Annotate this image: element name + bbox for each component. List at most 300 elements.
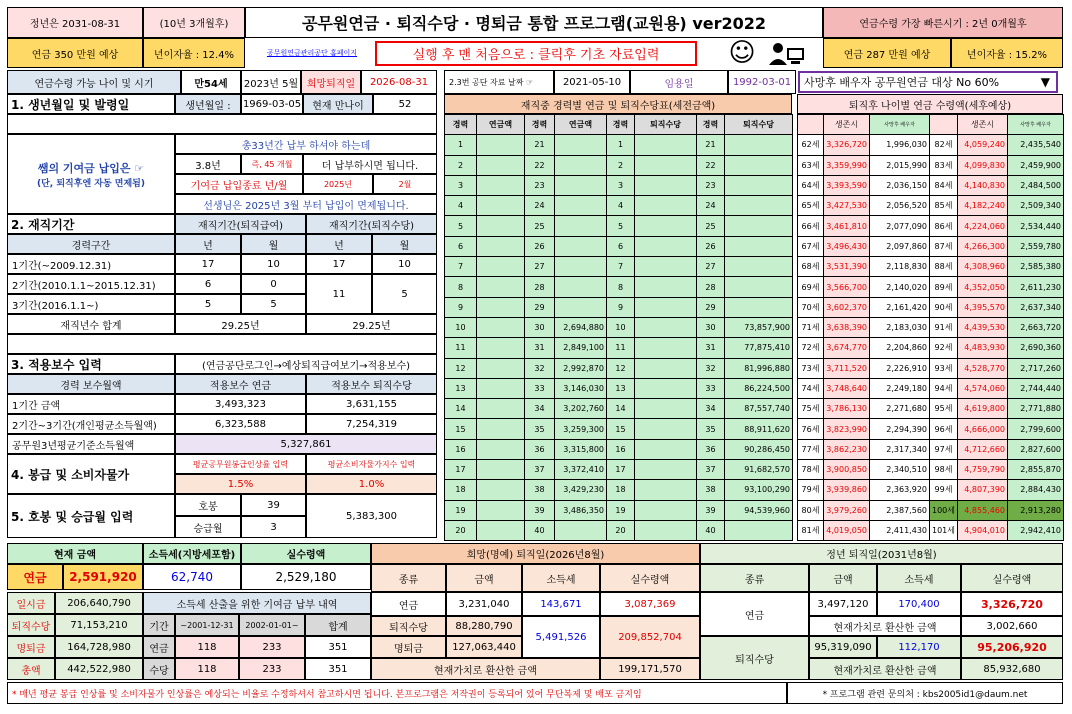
career-row (445, 480, 793, 500)
survivor-pension-cell: 2,411,430 (870, 520, 930, 540)
ref-date[interactable]: 2021-05-10 (554, 70, 630, 94)
period-23-applied-pension[interactable]: 6,323,588 (175, 414, 306, 434)
age-cell: 62세 (798, 135, 824, 155)
age-col-header: 생존시 (958, 115, 1008, 135)
live-pension-cell: 3,939,860 (824, 480, 870, 500)
age-cell: 86세 (930, 216, 958, 236)
retire-period: (10년 3개월후) (143, 7, 245, 38)
regular-pv-2: 85,932,680 (961, 658, 1063, 680)
career-pension-cell (477, 317, 525, 337)
survivor-pension-cell: 1,996,030 (870, 135, 930, 155)
period-col-1: ~2001-12-31 (175, 614, 239, 636)
period-2-pay-years[interactable]: 6 (175, 274, 241, 294)
career-pension-cell: 3,315,800 (555, 439, 607, 459)
age-cell: 84세 (930, 175, 958, 195)
period-23-applied-sev[interactable]: 7,254,319 (306, 414, 437, 434)
survivor-pension-cell: 2,663,720 (1008, 317, 1064, 337)
career-col-header: 경력 (525, 115, 555, 135)
career-cell: 17 (607, 460, 635, 480)
career-sev-cell (635, 175, 697, 195)
career-cell: 6 (445, 236, 477, 256)
blank-row-2 (7, 334, 437, 354)
contrib-end-year: 2025년 (303, 174, 373, 194)
contrib-pen-1[interactable]: 118 (175, 636, 239, 658)
career-sev-cell: 94,539,960 (725, 500, 793, 520)
birth-date[interactable]: 1969-03-05 (241, 94, 303, 114)
career-sev-cell (635, 277, 697, 297)
live-pension-cell: 3,531,390 (824, 257, 870, 277)
career-cell: 6 (607, 236, 635, 256)
career-cell: 39 (697, 500, 725, 520)
career-pension-cell (555, 277, 607, 297)
age-cell: 88세 (930, 257, 958, 277)
career-cell: 34 (697, 399, 725, 419)
career-row (445, 135, 793, 155)
age-row (798, 378, 1064, 398)
career-sev-cell: 87,557,740 (725, 399, 793, 419)
age-row (798, 196, 1064, 216)
remain-months: 즉, 45 개월 (241, 154, 303, 174)
period-1-sev-years[interactable]: 17 (306, 254, 372, 274)
age-row (798, 460, 1064, 480)
career-cell: 30 (697, 317, 725, 337)
career-cell: 31 (697, 338, 725, 358)
career-row (445, 175, 793, 195)
career-pension-cell (477, 297, 525, 317)
survivor-pension-cell: 2,690,360 (1008, 338, 1064, 358)
interest-rate-right: 년이자율 : 15.2% (951, 38, 1063, 68)
current-amount-header: 현재 금액 (7, 543, 143, 564)
survivor-pension-cell: 2,744,440 (1008, 378, 1064, 398)
dropdown-arrow-icon: ▼ (1040, 75, 1050, 89)
survivor-pension-cell: 2,799,600 (1008, 419, 1064, 439)
run-start-button[interactable]: 실행 후 맨 처음으로 : 클릭후 기초 자료입력 (375, 41, 697, 66)
live-pension-cell: 4,266,300 (958, 236, 1008, 256)
current-age-label: 현재 만나이 (303, 94, 373, 114)
sum-col-label: 합계 (305, 614, 371, 636)
age-cell: 71세 (798, 317, 824, 337)
survivor-pension-cell: 2,363,920 (870, 480, 930, 500)
career-cell: 18 (445, 480, 477, 500)
live-pension-cell: 3,427,530 (824, 196, 870, 216)
live-pension-cell: 3,326,720 (824, 135, 870, 155)
hope-pen-label: 연금 (371, 592, 446, 616)
career-sev-cell (635, 439, 697, 459)
period-3-pay-months[interactable]: 5 (241, 294, 306, 314)
age-cell: 101세 (930, 520, 958, 540)
career-cell: 25 (525, 216, 555, 236)
period-sev-header: 재직기간(퇴직수당) (306, 214, 437, 234)
section-1-title: 1. 생년월일 및 발령일 (7, 94, 175, 114)
career-pension-cell (477, 135, 525, 155)
survivor-pension-cell: 2,249,180 (870, 378, 930, 398)
live-pension-cell: 3,674,770 (824, 338, 870, 358)
career-pension-cell (477, 399, 525, 419)
age-cell: 94세 (930, 378, 958, 398)
blank-row (7, 114, 437, 134)
career-cell: 3 (607, 175, 635, 195)
appointment-date[interactable]: 1992-03-01 (728, 70, 796, 94)
pension-service-link[interactable]: 공무원연금관리공단 홈페이지 (266, 49, 358, 57)
pension-start-month: 2023년 5월 (241, 70, 301, 94)
career-pension-cell: 3,259,300 (555, 419, 607, 439)
career-pension-cell (477, 439, 525, 459)
live-pension-cell: 4,395,570 (958, 297, 1008, 317)
step-label: 호봉 (175, 494, 241, 516)
period-23-sev-years[interactable]: 11 (306, 274, 372, 314)
career-cell: 35 (525, 419, 555, 439)
survivor-pension-cell: 2,183,030 (870, 317, 930, 337)
hope-pen: 3,231,040 (446, 592, 522, 616)
career-sev-cell (635, 378, 697, 398)
current-sev-amount: 71,153,210 (55, 614, 143, 636)
career-cell: 38 (525, 480, 555, 500)
career-pension-cell (477, 155, 525, 175)
career-sev-cell: 86,224,500 (725, 378, 793, 398)
career-sev-cell (635, 480, 697, 500)
career-cell: 16 (607, 439, 635, 459)
career-cell: 28 (697, 277, 725, 297)
career-pension-cell: 3,372,410 (555, 460, 607, 480)
fastest-pension-time: 연금수령 가장 빠른시기 : 2년 0개월후 (823, 7, 1063, 38)
hope-pen-real: 3,087,369 (600, 592, 700, 616)
age-cell: 65세 (798, 196, 824, 216)
survivor-pension-cell: 2,717,260 (1008, 358, 1064, 378)
live-pension-cell: 3,359,990 (824, 155, 870, 175)
period-1-amount-label: 1기간 금액 (7, 394, 175, 414)
career-row (445, 155, 793, 175)
career-cell: 14 (445, 399, 477, 419)
career-cell: 26 (525, 236, 555, 256)
age-cell: 80세 (798, 500, 824, 520)
career-cell: 1 (607, 135, 635, 155)
career-sev-cell (635, 236, 697, 256)
live-pension-cell: 4,019,050 (824, 520, 870, 540)
step-salary: 5,383,300 (306, 494, 437, 538)
career-sev-cell (725, 236, 793, 256)
cpi-input[interactable]: 1.0% (306, 474, 437, 494)
career-cell: 12 (445, 358, 477, 378)
career-pension-cell (477, 216, 525, 236)
career-cell: 36 (525, 439, 555, 459)
survivor-pension-cell: 2,459,900 (1008, 155, 1064, 175)
age-cell: 89세 (930, 277, 958, 297)
section-4-title: 4. 봉급 및 소비자물가 (7, 454, 175, 494)
live-pension-cell: 3,496,430 (824, 236, 870, 256)
period-1-sev-months[interactable]: 10 (372, 254, 437, 274)
regular-kind-header: 종류 (700, 564, 809, 592)
career-cell: 4 (607, 196, 635, 216)
career-cell: 32 (697, 358, 725, 378)
age-cell: 98세 (930, 460, 958, 480)
career-sev-cell: 88,911,620 (725, 419, 793, 439)
career-cell: 24 (697, 196, 725, 216)
career-cell: 20 (445, 520, 477, 540)
career-pension-cell (477, 460, 525, 480)
survivor-pension-cell: 2,884,430 (1008, 480, 1064, 500)
regular-sev-label: 퇴직수당 (700, 636, 809, 680)
contrib-sev-1[interactable]: 118 (175, 658, 239, 680)
lump-amount: 206,640,790 (55, 592, 143, 614)
career-cell: 7 (445, 257, 477, 277)
hope-real-header: 실수령액 (600, 564, 700, 592)
hope-retire-date[interactable]: 2026-08-31 (361, 70, 437, 94)
period-1-applied-sev[interactable]: 3,631,155 (306, 394, 437, 414)
spouse-pension-value: 사망후 배우자 공무원연금 대상 No 60% (804, 76, 1000, 89)
period-2-pay-months[interactable]: 0 (241, 274, 306, 294)
age-cell: 90세 (930, 297, 958, 317)
career-pension-cell (477, 520, 525, 540)
hope-early: 127,063,440 (446, 636, 522, 658)
career-cell: 4 (445, 196, 477, 216)
career-cell: 21 (525, 135, 555, 155)
user-computer-icon (762, 40, 810, 68)
survivor-pension-cell: 2,585,380 (1008, 257, 1064, 277)
age-table (797, 114, 1064, 541)
career-cell: 20 (607, 520, 635, 540)
regular-title: 정년 퇴직일(2031년8월) (700, 543, 1063, 564)
career-col-header: 경력 (607, 115, 635, 135)
age-row (798, 520, 1064, 540)
period-3-label: 3기간(2016.1.1~) (7, 294, 175, 314)
hope-lump-real: 209,852,704 (600, 616, 700, 658)
spouse-pension-select[interactable] (798, 71, 1058, 93)
hope-amount-header: 금액 (446, 564, 522, 592)
career-sev-cell (635, 500, 697, 520)
age-cell: 68세 (798, 257, 824, 277)
career-row (445, 277, 793, 297)
contrib-pen-sum: 351 (305, 636, 371, 658)
period-23-sev-months[interactable]: 5 (372, 274, 437, 314)
career-cell: 11 (445, 338, 477, 358)
age-row (798, 236, 1064, 256)
survivor-pension-cell: 2,942,410 (1008, 520, 1064, 540)
career-cell: 25 (697, 216, 725, 236)
career-sev-cell (635, 257, 697, 277)
career-sev-cell (725, 135, 793, 155)
career-row (445, 439, 793, 459)
contrib-end-label: 기여금 납입종료 년/월 (175, 174, 303, 194)
total-amount: 442,522,980 (55, 658, 143, 680)
age-row (798, 480, 1064, 500)
age-row (798, 155, 1064, 175)
career-sev-cell (635, 520, 697, 540)
survivor-pension-cell: 2,611,230 (1008, 277, 1064, 297)
contribution-title: 쌤의 기여금 납입은 ☞ (37, 161, 145, 175)
current-real: 2,529,180 (241, 564, 371, 590)
career-cell: 11 (607, 338, 635, 358)
career-row (445, 399, 793, 419)
survivor-pension-cell: 2,534,440 (1008, 216, 1064, 236)
career-sev-cell: 81,996,880 (725, 358, 793, 378)
age-col-header: 사망후 배우자 (870, 115, 930, 135)
career-sev-cell (725, 216, 793, 236)
age-col-header: 생존시 (824, 115, 870, 135)
career-cell: 27 (525, 257, 555, 277)
career-sev-cell (725, 196, 793, 216)
live-pension-cell: 4,712,660 (958, 439, 1008, 459)
current-sev-label: 퇴직수당 (7, 614, 55, 636)
age-cell: 70세 (798, 297, 824, 317)
career-cell: 9 (445, 297, 477, 317)
career-row (445, 520, 793, 540)
live-pension-cell: 4,352,050 (958, 277, 1008, 297)
age-row (798, 338, 1064, 358)
age-cell: 92세 (930, 338, 958, 358)
career-sev-cell: 77,875,410 (725, 338, 793, 358)
career-sev-cell (725, 277, 793, 297)
career-row (445, 460, 793, 480)
contrib-pen-2[interactable]: 233 (239, 636, 305, 658)
regular-pen-tax: 170,400 (877, 592, 961, 616)
career-cell: 27 (697, 257, 725, 277)
footer-contact[interactable]: * 프로그램 관련 문의처 : kbs2005id1@daum.net (787, 682, 1063, 704)
contrib-sev-label: 수당 (143, 658, 175, 680)
career-sev-cell: 73,857,900 (725, 317, 793, 337)
career-cell: 38 (697, 480, 725, 500)
age-row (798, 257, 1064, 277)
age-row (798, 216, 1064, 236)
career-row (445, 236, 793, 256)
live-pension-cell: 3,461,810 (824, 216, 870, 236)
career-pension-cell (555, 297, 607, 317)
career-row (445, 500, 793, 520)
period-2-label: 2기간(2010.1.1~2015.12.31) (7, 274, 175, 294)
survivor-pension-cell: 2,036,150 (870, 175, 930, 195)
career-pension-cell (555, 175, 607, 195)
career-sev-cell (725, 257, 793, 277)
survivor-pension-cell: 2,484,500 (1008, 175, 1064, 195)
career-cell: 39 (525, 500, 555, 520)
period-23-amount-label: 2기간~3기간(개인평균소득월액) (7, 414, 175, 434)
survivor-pension-cell: 2,118,830 (870, 257, 930, 277)
career-cell: 10 (445, 317, 477, 337)
age-cell: 77세 (798, 439, 824, 459)
live-pension-cell: 4,855,460 (958, 500, 1008, 520)
remain-years: 3.8년 (175, 154, 241, 174)
career-pension-cell (477, 419, 525, 439)
survivor-pension-cell: 2,559,780 (1008, 236, 1064, 256)
total-years-pay: 29.25년 (175, 314, 306, 334)
regular-sev-tax: 112,170 (877, 636, 961, 658)
appointment-label: 임용일 (630, 70, 728, 94)
live-pension-cell: 3,823,990 (824, 419, 870, 439)
live-pension-cell: 3,900,850 (824, 460, 870, 480)
career-cell: 29 (525, 297, 555, 317)
pension-age-label: 연금수령 가능 나이 및 시기 (7, 70, 181, 94)
survivor-pension-cell: 2,637,340 (1008, 297, 1064, 317)
regular-amount-header: 금액 (809, 564, 877, 592)
contrib-pen-label: 연금 (143, 636, 175, 658)
live-pension-cell: 4,224,060 (958, 216, 1008, 236)
career-row (445, 196, 793, 216)
career-sev-cell (635, 358, 697, 378)
section-5-title: 5. 호봉 및 승급월 입력 (7, 494, 175, 538)
career-sev-cell: 91,682,570 (725, 460, 793, 480)
survivor-pension-cell: 2,077,090 (870, 216, 930, 236)
age-cell: 96세 (930, 419, 958, 439)
career-cell: 21 (697, 135, 725, 155)
career-cell: 33 (697, 378, 725, 398)
promo-month-input[interactable]: 3 (241, 516, 306, 538)
step-input[interactable]: 39 (241, 494, 306, 516)
current-age: 52 (373, 94, 437, 114)
live-pension-cell: 4,807,390 (958, 480, 1008, 500)
age-row (798, 399, 1064, 419)
age-cell: 79세 (798, 480, 824, 500)
career-cell: 33 (525, 378, 555, 398)
salary-raise-input[interactable]: 1.5% (175, 474, 306, 494)
applied-sev-header: 적용보수 퇴직수당 (306, 374, 437, 394)
hope-early-label: 명퇴금 (371, 636, 446, 658)
career-cell: 19 (607, 500, 635, 520)
career-pension-cell (477, 236, 525, 256)
avg-income-value[interactable]: 5,327,861 (175, 434, 437, 454)
section-3-note: (연금공단로그인→예상퇴직급여보기→적용보수) (175, 354, 437, 374)
current-real-header: 실수령액 (241, 543, 371, 564)
contrib-history-title: 소득세 산출을 위한 기여금 납부 내역 (143, 592, 371, 614)
total-years-label: 재직년수 합계 (7, 314, 175, 334)
career-table-title: 재직중 경력별 연금 및 퇴직수당표(세전금액) (444, 94, 792, 114)
survivor-pension-cell: 2,226,910 (870, 358, 930, 378)
career-pension-cell (477, 500, 525, 520)
survivor-pension-cell: 2,387,560 (870, 500, 930, 520)
career-sev-cell (635, 155, 697, 175)
age-row (798, 175, 1064, 195)
live-pension-cell: 4,619,800 (958, 399, 1008, 419)
career-cell: 14 (607, 399, 635, 419)
section-2-title: 2. 재직기간 (7, 214, 175, 234)
contrib-sev-2[interactable]: 233 (239, 658, 305, 680)
period-1-pay-years[interactable]: 17 (175, 254, 241, 274)
pay-more-note: 더 납부하시면 됩니다. (303, 154, 437, 174)
career-cell: 16 (445, 439, 477, 459)
career-cell: 2 (445, 155, 477, 175)
survivor-pension-cell: 2,056,520 (870, 196, 930, 216)
live-pension-cell: 4,528,770 (958, 358, 1008, 378)
survivor-pension-cell: 2,097,860 (870, 236, 930, 256)
career-pension-cell (477, 175, 525, 195)
period-col-label: 기간 (143, 614, 175, 636)
period-3-pay-years[interactable]: 5 (175, 294, 241, 314)
lump-label: 일시금 (7, 592, 55, 614)
smiley-icon: ☺ (728, 38, 756, 68)
period-col-2: 2002-01-01~ (239, 614, 305, 636)
live-pension-cell: 4,666,000 (958, 419, 1008, 439)
current-early-amount: 164,728,980 (55, 636, 143, 658)
period-1-applied-pension[interactable]: 3,493,323 (175, 394, 306, 414)
age-row (798, 277, 1064, 297)
current-tax: 62,740 (143, 564, 241, 590)
career-cell: 26 (697, 236, 725, 256)
career-sev-cell: 93,100,290 (725, 480, 793, 500)
period-1-pay-months[interactable]: 10 (241, 254, 306, 274)
career-cell: 23 (697, 175, 725, 195)
career-pension-cell (477, 358, 525, 378)
live-pension-cell: 4,059,240 (958, 135, 1008, 155)
age-col-header (930, 115, 958, 135)
live-pension-cell: 4,308,960 (958, 257, 1008, 277)
career-cell: 1 (445, 135, 477, 155)
age-cell: 85세 (930, 196, 958, 216)
career-pension-cell: 3,486,350 (555, 500, 607, 520)
total-years-sev: 29.25년 (306, 314, 437, 334)
live-pension-cell: 3,786,130 (824, 399, 870, 419)
age-cell: 64세 (798, 175, 824, 195)
career-cell: 28 (525, 277, 555, 297)
regular-pen: 3,497,120 (809, 592, 877, 616)
career-cell: 35 (697, 419, 725, 439)
